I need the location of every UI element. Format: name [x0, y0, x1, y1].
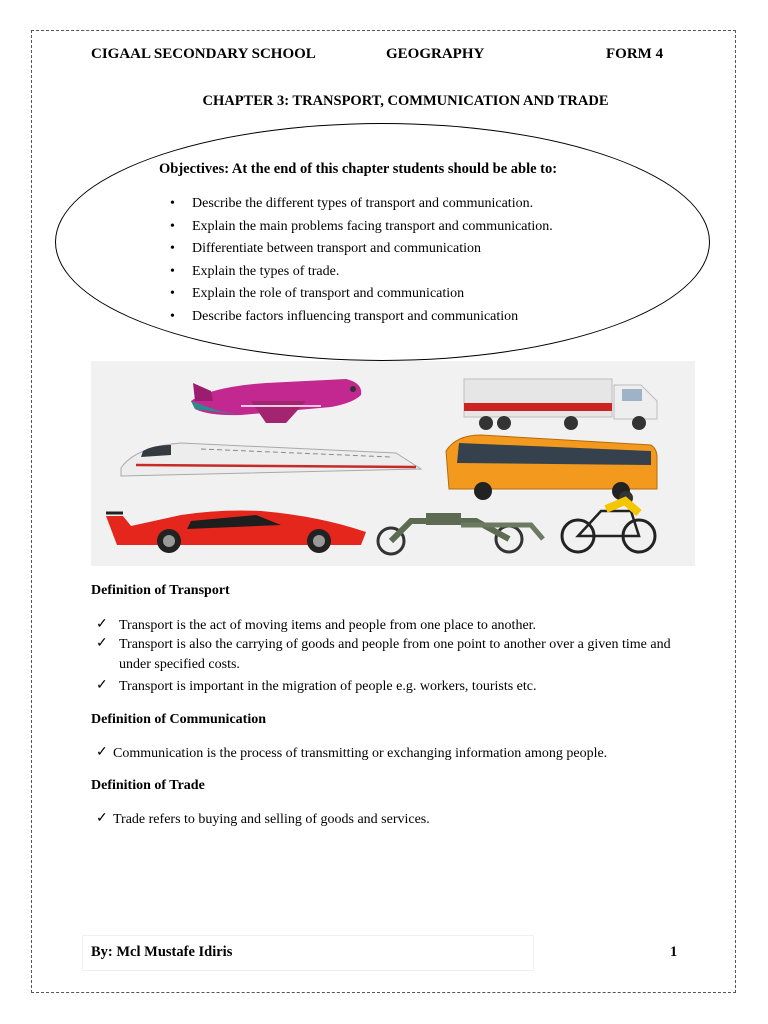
- school-name: CIGAAL SECONDARY SCHOOL: [91, 46, 316, 62]
- objective-item: • Differentiate between transport and communication: [170, 238, 553, 261]
- motorcycle-icon: [378, 513, 543, 554]
- transport-illustration-svg: [91, 361, 695, 566]
- bicycle-icon: [562, 491, 655, 552]
- airplane-icon: [191, 379, 361, 423]
- chapter-title: CHAPTER 3: TRANSPORT, COMMUNICATION AND TRADE: [202, 93, 609, 109]
- check-icon: ✓: [96, 745, 108, 760]
- communication-heading: Definition of Communication: [91, 712, 266, 727]
- objectives-heading: Objectives: At the end of this chapter students should be able to:: [159, 161, 558, 177]
- bus-icon: [446, 435, 657, 500]
- check-icon: ✓: [96, 617, 108, 632]
- author-name: By: Mcl Mustafe Idiris: [91, 944, 233, 960]
- objective-item: • Describe the different types of transport and communication.: [170, 193, 553, 216]
- objective-item: • Explain the main problems facing transport and communication.: [170, 216, 553, 239]
- check-icon: ✓: [96, 636, 108, 651]
- page-number: 1: [670, 944, 678, 960]
- train-icon: [121, 443, 421, 476]
- car-icon: [106, 511, 366, 554]
- trade-heading: Definition of Trade: [91, 778, 205, 793]
- objective-item: • Describe factors influencing transport and communication: [170, 306, 553, 329]
- form-level: FORM 4: [606, 46, 664, 62]
- objective-item: • Explain the role of transport and communication: [170, 283, 553, 306]
- subject-name: GEOGRAPHY: [386, 46, 485, 62]
- transport-heading: Definition of Transport: [91, 583, 230, 598]
- objective-item: • Explain the types of trade.: [170, 261, 553, 284]
- objectives-list: [170, 193, 553, 328]
- check-icon: ✓: [96, 811, 108, 826]
- check-icon: ✓: [96, 678, 108, 693]
- truck-icon: [464, 379, 657, 430]
- transport-illustration: [91, 361, 695, 566]
